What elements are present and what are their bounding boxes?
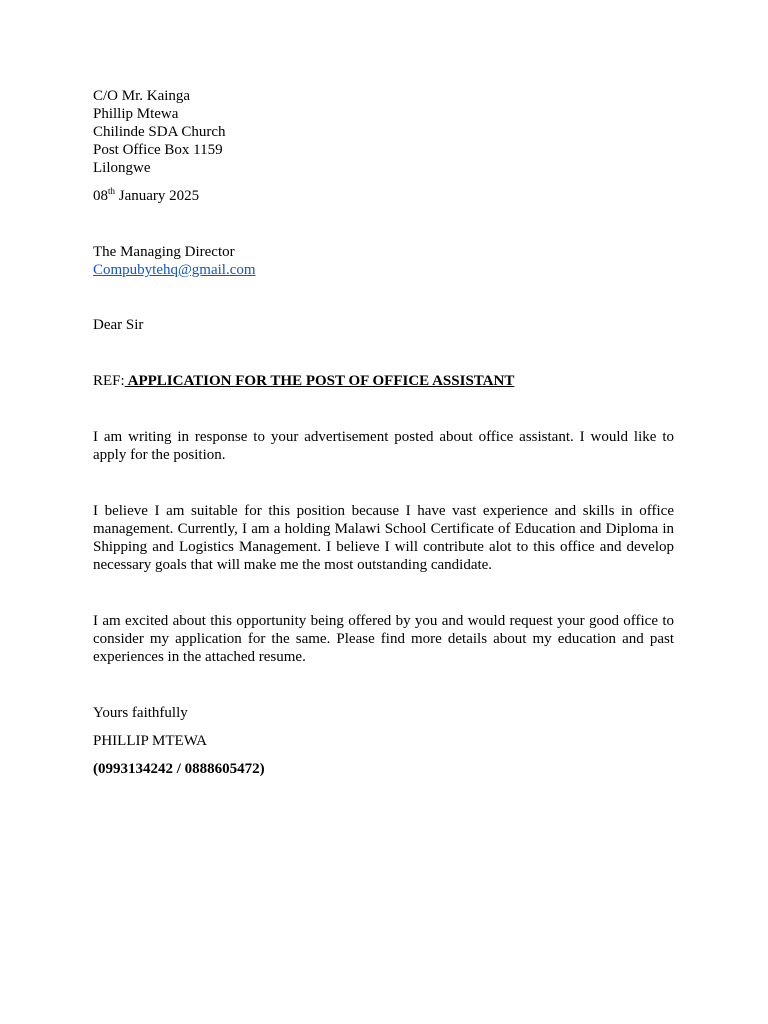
body-paragraph-1: I am writing in response to your advertisement posted about office assistant. I would like to apply for the position.: [93, 429, 674, 463]
reference-line: [93, 372, 514, 390]
reference-prefix: REF:: [93, 373, 125, 389]
recipient-email-link[interactable]: Compubytehq@gmail.com: [93, 262, 256, 278]
letter-date: [93, 187, 199, 205]
recipient-title: The Managing Director: [93, 244, 235, 260]
date-day: 08: [93, 188, 108, 204]
body-paragraph-3: I am excited about this opportunity being offered by you and would request your good office to consider my application for the same. Please find more details about my education and past experiences in the attached resume.: [93, 613, 674, 665]
sender-city: Lilongwe: [93, 160, 151, 176]
phone-numbers: (0993134242 / 0888605472): [93, 761, 265, 777]
sender-church: Chilinde SDA Church: [93, 124, 226, 140]
sender-care-of: C/O Mr. Kainga: [93, 88, 191, 104]
body-paragraph-2: I believe I am suitable for this position because I have vast experience and skills in office management. Currently, I am a holding Malawi School Certificate of Education and Diploma in Shipping and Logistics Management. I believe I will contribute alot to this office and develop necessary goals that will make me the most outstanding candidate.: [93, 503, 674, 573]
recipient-email-line: [93, 261, 256, 279]
salutation: Dear Sir: [93, 317, 144, 333]
reference-title: APPLICATION FOR THE POST OF OFFICE ASSISTANT: [124, 373, 515, 389]
sender-po-box: Post Office Box 1159: [93, 142, 223, 158]
date-month-year: January 2025: [115, 188, 200, 204]
valediction: Yours faithfully: [93, 705, 188, 721]
sender-name: Phillip Mtewa: [93, 106, 179, 122]
signature-name: PHILLIP MTEWA: [93, 733, 208, 749]
date-day-suffix: th: [108, 186, 116, 196]
